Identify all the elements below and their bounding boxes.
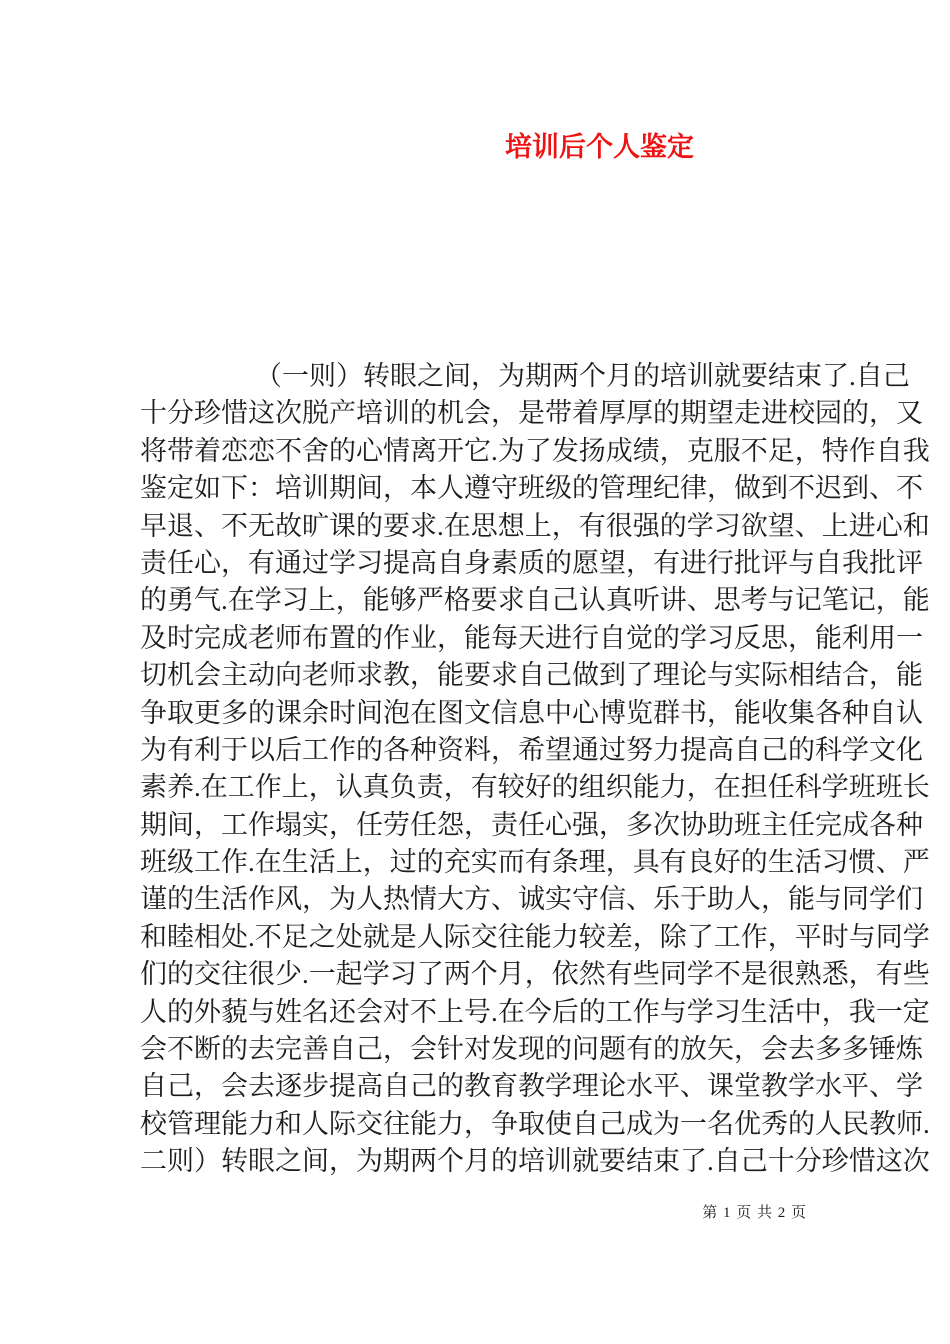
body-line: 争取更多的课余时间泡在图文信息中心博览群书，能收集各种自认 — [140, 697, 923, 728]
body-line: 及时完成老师布置的作业，能每天进行自觉的学习反思，能利用一 — [140, 622, 923, 653]
body-line: 将带着恋恋不舍的心情离开它.为了发扬成绩，克服不足，特作自我 — [140, 435, 930, 466]
document-title: 培训后个人鉴定 — [505, 132, 694, 162]
body-line: 们的交往很少.一起学习了两个月，依然有些同学不是很熟悉，有些 — [140, 959, 930, 990]
body-line: 人的外藐与姓名还会对不上号.在今后的工作与学习生活中，我一定 — [140, 996, 930, 1027]
body-line: 谨的生活作风，为人热情大方、诚实守信、乐于助人，能与同学们 — [140, 884, 923, 915]
body-line: 鉴定如下：培训期间，本人遵守班级的管理纪律，做到不迟到、不 — [140, 473, 923, 504]
document-body — [140, 358, 930, 1181]
body-line: 校管理能力和人际交往能力，争取使自己成为一名优秀的人民教师. — [140, 1108, 930, 1139]
body-line: 十分珍惜这次脱产培训的机会，是带着厚厚的期望走进校园的，又 — [140, 398, 923, 429]
body-line: 期间，工作塌实，任劳任怨，责任心强，多次协助班主任完成各种 — [140, 809, 923, 840]
body-line: 早退、不无故旷课的要求.在思想上，有很强的学习欲望、上进心和 — [140, 510, 930, 541]
body-line: 和睦相处.不足之处就是人际交往能力较差，除了工作，平时与同学 — [140, 921, 930, 952]
body-line: 为有利于以后工作的各种资料，希望通过努力提高自己的科学文化 — [140, 734, 923, 765]
page-number: 第 1 页 共 2 页 — [702, 1205, 807, 1221]
body-line: 会不断的去完善自己，会针对发现的问题有的放矢，会去多多锤炼 — [140, 1034, 923, 1065]
body-line: 素养.在工作上，认真负责，有较好的组织能力，在担任科学班班长 — [140, 772, 930, 803]
body-line: 切机会主动向老师求教，能要求自己做到了理论与实际相结合，能 — [140, 660, 923, 691]
body-line: （一则）转眼之间，为期两个月的培训就要结束了.自己 — [255, 361, 910, 391]
body-line: 二则）转眼之间，为期两个月的培训就要结束了.自己十分珍惜这次 — [140, 1146, 930, 1177]
body-line: 班级工作.在生活上，过的充实而有条理，具有良好的生活习惯、严 — [140, 847, 930, 878]
body-line: 的勇气.在学习上，能够严格要求自己认真听讲、思考与记笔记，能 — [140, 585, 930, 616]
body-line: 自己，会去逐步提高自己的教育教学理论水平、课堂教学水平、学 — [140, 1071, 923, 1102]
body-line: 责任心，有通过学习提高自身素质的愿望，有进行批评与自我批评 — [140, 547, 923, 578]
